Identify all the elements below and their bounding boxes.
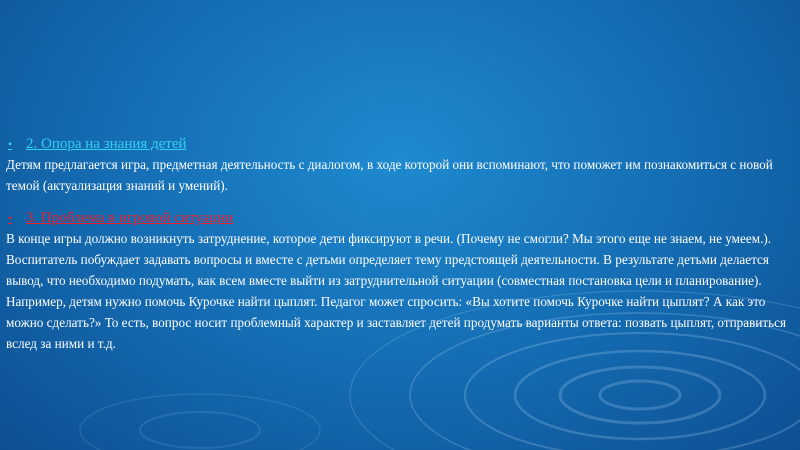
- bullet-icon: •: [8, 211, 13, 225]
- section-heading-1: [6, 134, 792, 154]
- section-paragraph-1: Детям предлагается игра, предметная деятельность с диалогом, в ходе которой они вспоминают, что поможет им познакомиться с новой темой (актуализация знаний и умений).: [6, 157, 773, 193]
- section-heading-2: [6, 208, 792, 228]
- slide-content: [6, 134, 792, 354]
- section-heading-text: 2. Опора на знания детей: [26, 136, 187, 152]
- section-heading-text: 3. Проблема в игровой ситуации: [26, 210, 234, 226]
- section-paragraph-2: В конце игры должно возникнуть затруднение, которое дети фиксируют в речи. (Почему не смогли? Мы этого еще не знаем, не умеем.). Воспитатель побуждает задавать вопросы и вместе с детьми определяет тему предстоящей деятельности. В результате детьми делается вывод, что необходимо подумать, как всем вместе выйти из затруднительной ситуации (совместная постановка цели и планирование). Например, детям нужно помочь Курочке найти цыплят. Педагог может спросить: «Вы хотите помочь Курочке найти цыплят? А как это можно сделать?» То есть, вопрос носит проблемный характер и заставляет детей продумать варианты ответа: позвать цыплят, отправиться вслед за ними и т.д.: [6, 231, 787, 351]
- bullet-icon: •: [8, 137, 13, 151]
